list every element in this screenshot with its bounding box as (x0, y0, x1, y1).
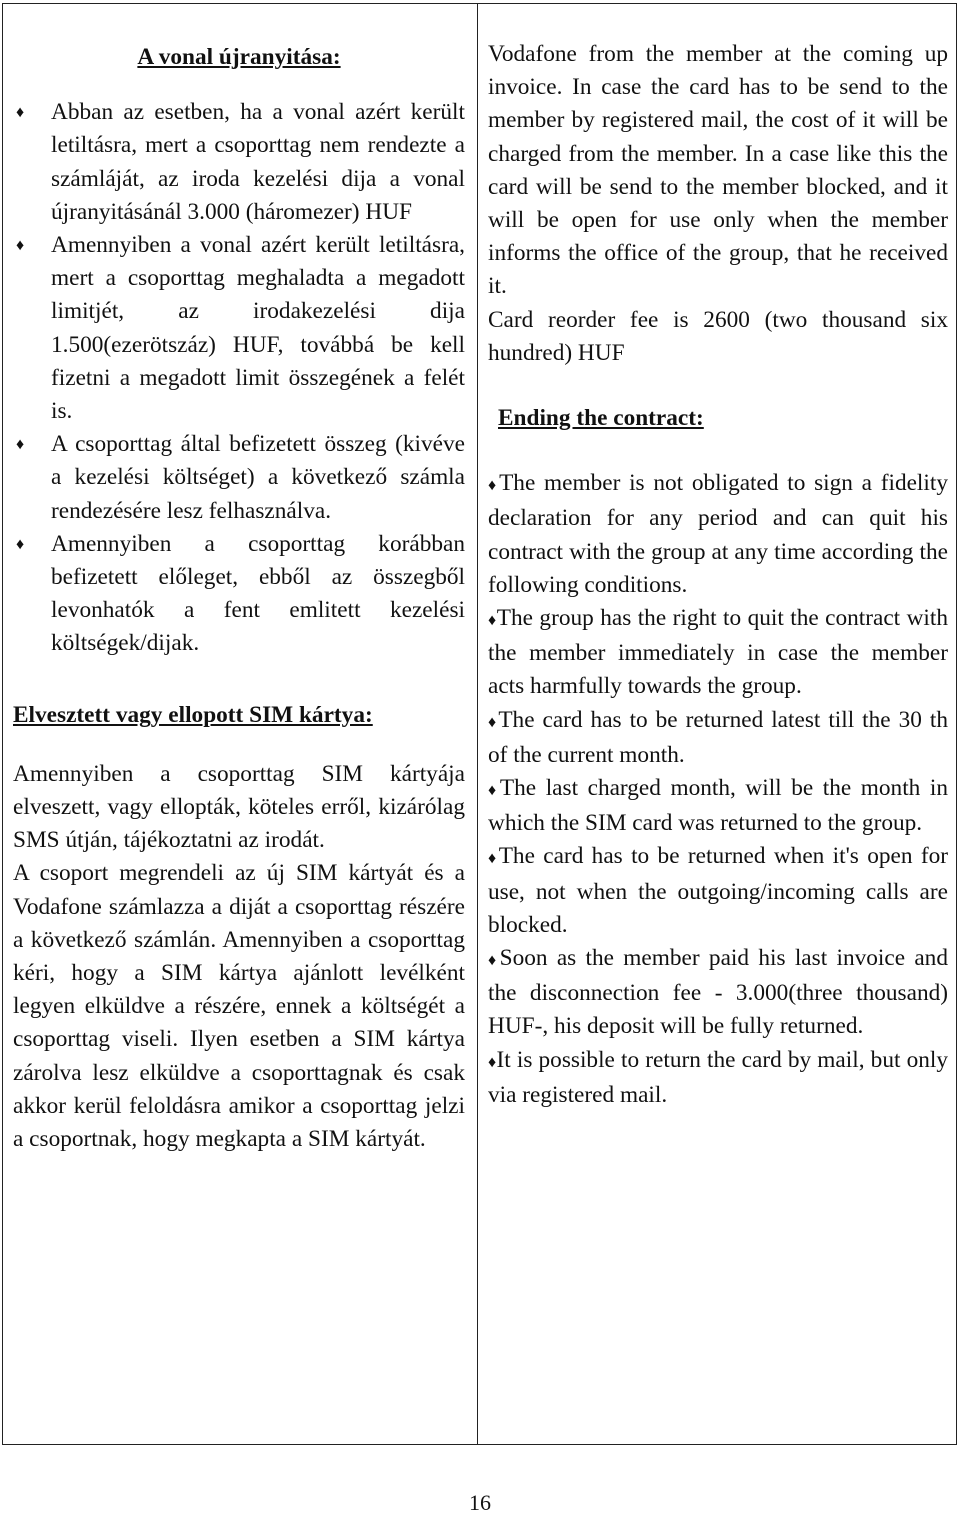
diamond-bullet-icon: ♦ (488, 952, 500, 970)
list-item: ♦ Abban az esetben, ha a vonal azért került letiltásra, mert a csoporttag nem rendezte a számláját, az iroda kezelési dija a vonal újranyitásánál 3.000 (háromezer) HUF (13, 96, 465, 229)
ending-bullet-list (488, 467, 948, 1112)
diamond-bullet-icon: ♦ (488, 612, 497, 630)
diamond-bullet-icon: ♦ (488, 1053, 497, 1071)
heading-line-reopening: A vonal újranyitása: (137, 44, 341, 70)
list-item: ♦The card has to be returned latest till the 30 th of the current month. (488, 706, 948, 768)
lost-sim-paragraph-1: Amennyiben a csoporttag SIM kártyája elveszett, vagy ellopták, köteles erről, kizárólag SMS útján, tájékoztatni az irodát. (13, 760, 465, 854)
reorder-fee-paragraph: Card reorder fee is 2600 (two thousand six hundred) HUF (488, 306, 948, 366)
diamond-bullet-icon: ♦ (488, 782, 500, 800)
diamond-bullet-icon: ♦ (16, 237, 25, 255)
right-column (488, 3, 948, 1112)
list-item: ♦It is possible to return the card by mail, but only via registered mail. (488, 1046, 948, 1108)
diamond-bullet-icon: ♦ (16, 436, 25, 454)
heading-ending-contract: Ending the contract: (498, 405, 704, 432)
reorder-paragraph: Vodafone from the member at the coming up invoice. In case the card has to be send to the member by registered mail, the cost of it will be charged from the member. In a case like this the card will be send to the member blocked, and it will be open for use only when the member informs the office of the group, that he received it. (488, 41, 948, 300)
diamond-bullet-icon: ♦ (16, 535, 25, 553)
list-item: ♦The card has to be returned when it's open for use, not when the outgoing/incoming calls are blocked. (488, 843, 948, 938)
list-item: ♦ Amennyiben a vonal azért került letiltásra, mert a csoporttag meghaladta a megadott limitjét, az irodakezelési dija 1.500(ezerötszáz) HUF, továbbá be kell fizetni a megadott limit összegének a felét is. (13, 229, 465, 428)
list-item: ♦ A csoporttag által befizetett összeg (kivéve a kezelési költséget) a következő számla rendezésére lesz felhasználva. (13, 428, 465, 528)
list-item: ♦The member is not obligated to sign a fidelity declaration for any period and can quit his contract with the group at any time according the following conditions. (488, 470, 948, 598)
diamond-bullet-icon: ♦ (488, 713, 499, 731)
diamond-bullet-icon: ♦ (16, 104, 25, 122)
list-item: ♦The last charged month, will be the month in which the SIM card was returned to the group. (488, 775, 948, 837)
left-column (13, 3, 465, 1156)
diamond-bullet-icon: ♦ (488, 850, 499, 868)
reopening-bullet-list (13, 96, 465, 660)
list-item: ♦The group has the right to quit the contract with the member immediately in case the member acts harmfully towards the group. (488, 605, 948, 700)
list-item: ♦Soon as the member paid his last invoice and the disconnection fee - 3.000(three thousand) HUF-, his deposit will be fully returned. (488, 945, 948, 1040)
heading-lost-sim: Elvesztett vagy ellopott SIM kártya: (13, 701, 373, 728)
page-number: 16 (469, 1490, 491, 1515)
lost-sim-paragraph-2: A csoport megrendeli az új SIM kártyát és a Vodafone számlazza a diját a csoporttag részére a következő számlán. Amennyiben a csoporttag kéri, hogy a SIM kártya ajánlott levélként legyen elküldve a részére, ennek a költségét a csoporttag viseli. Ilyen esetben a SIM kártya zárolva lesz elküldve a csoporttagnak és csak akkor kerül feloldásra amikor a csoporttag jelzi a csoportnak, hogy megkapta a SIM kártyát. (13, 860, 465, 1153)
column-divider (477, 3, 478, 1445)
list-item: ♦ Amennyiben a csoporttag korábban befizetett előleget, ebből az összegből levonhatók a fent emlitett kezelési költségek/dijak. (13, 528, 465, 661)
diamond-bullet-icon: ♦ (488, 477, 500, 495)
